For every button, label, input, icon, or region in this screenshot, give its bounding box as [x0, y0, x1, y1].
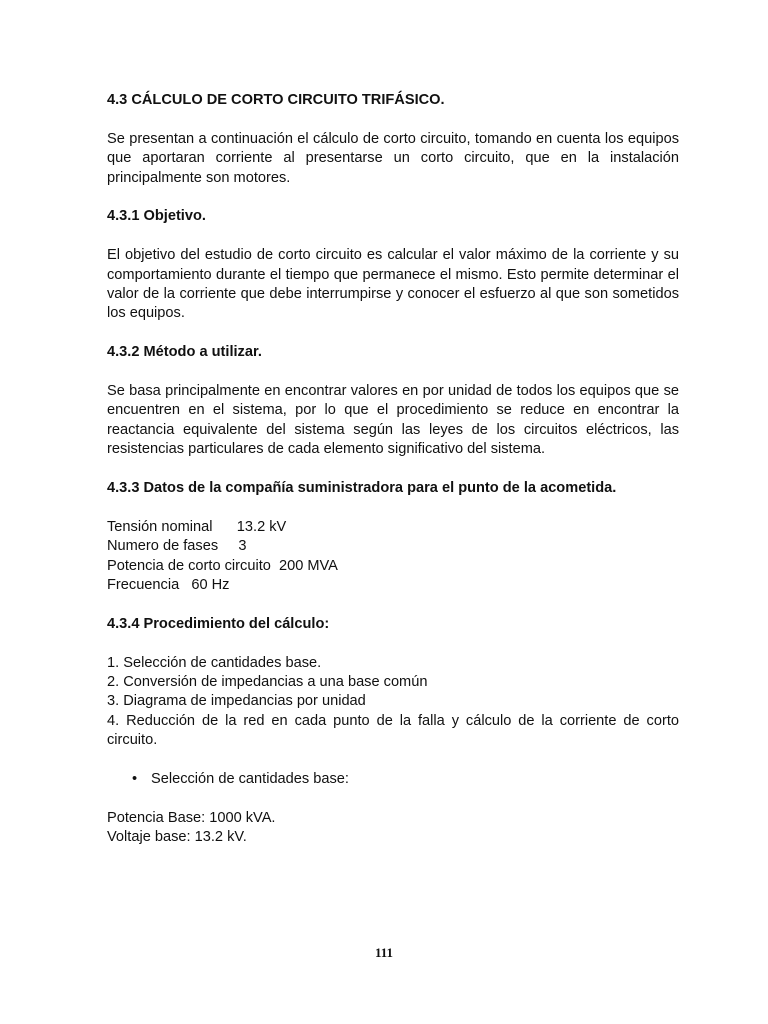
procedimiento-step-2: 2. Conversión de impedancias a una base común [107, 674, 428, 691]
objetivo-paragraph: El objetivo del estudio de corto circuito es calcular el valor máximo de la corriente y su comportamiento durante el tiempo que permanece el mismo. Esto permite determinar el valor de la corriente que debe interrumpirse y conocer el esfuerzo al que son sometidos los equipos. [107, 247, 679, 322]
datos-line-tension: Tensión nominal 13.2 kV [107, 518, 287, 535]
page-content [107, 91, 679, 848]
datos-line-potencia: Potencia de corto circuito 200 MVA [107, 557, 338, 574]
bullet-item: • Selección de cantidades base: [151, 770, 679, 789]
procedimiento-heading: 4.3.4 Procedimiento del cálculo: [107, 615, 330, 632]
procedimiento-step-1: 1. Selección de cantidades base. [107, 654, 322, 671]
procedimiento-step-3: 3. Diagrama de impedancias por unidad [107, 693, 366, 710]
bullet-list [107, 770, 679, 789]
intro-paragraph: Se presentan a continuación el cálculo de corto circuito, tomando en cuenta los equipos que aportaran corriente al presentarse un corto circuito, que en la instalación principalmente son motores. [107, 130, 679, 186]
procedimiento-steps [107, 654, 679, 751]
objetivo-heading: 4.3.1 Objetivo. [107, 208, 206, 225]
section-title: 4.3 CÁLCULO DE CORTO CIRCUITO TRIFÁSICO. [107, 92, 445, 108]
procedimiento-step-4: 4. Reducción de la red en cada punto de la falla y cálculo de la corriente de corto circuito. [107, 712, 679, 749]
page-number: 111 [374, 945, 394, 960]
datos-heading: 4.3.3 Datos de la compañía suministradora para el punto de la acometida. [107, 480, 617, 497]
metodo-heading: 4.3.2 Método a utilizar. [107, 344, 262, 361]
base-values [107, 809, 679, 848]
datos-list [107, 518, 679, 596]
datos-line-fases: Numero de fases 3 [107, 538, 247, 555]
potencia-base: Potencia Base: 1000 kVA. [107, 809, 276, 826]
datos-line-frecuencia: Frecuencia 60 Hz [107, 577, 230, 594]
voltaje-base: Voltaje base: 13.2 kV. [107, 829, 247, 846]
metodo-paragraph: Se basa principalmente en encontrar valores en por unidad de todos los equipos que se encuentren en el sistema, por lo que el procedimiento se reduce en encontrar la reactancia equivalente del sistema según las leyes de los circuitos eléctricos, las resistencias particulares de cada elemento significativo del sistema. [107, 383, 679, 458]
